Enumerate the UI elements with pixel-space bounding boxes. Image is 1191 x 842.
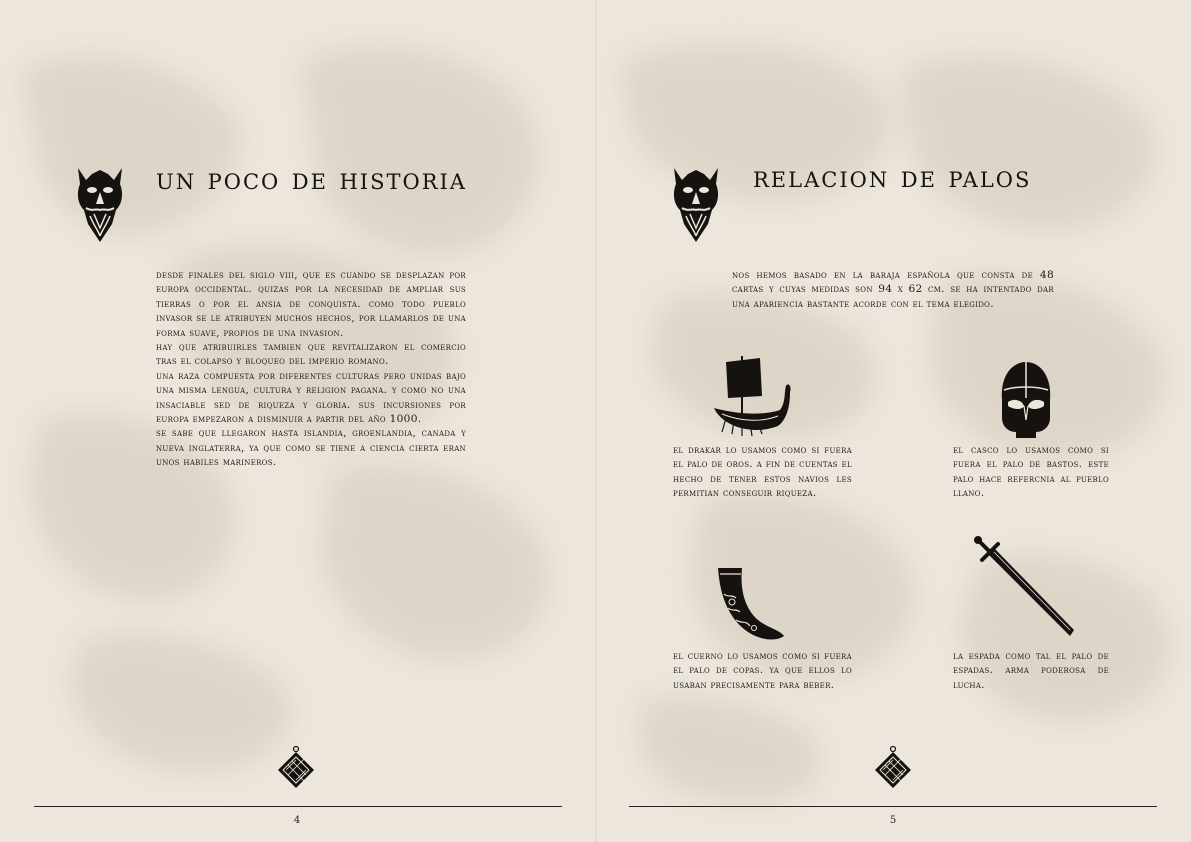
intro-text: nos hemos basado en la baraja española que consta de 48 cartas y cuyas medidas son 94 x 62 cm. se ha intentado dar una apariencia bastante acorde con el tema elegido. [732, 269, 1054, 310]
viking-mask-icon [72, 164, 128, 244]
paragraph: hay que atribuirles tambien que revitalizaron el comercio tras el colapso y bloqueo del imperio romano. [156, 341, 466, 368]
viking-helmet-icon [996, 358, 1056, 440]
suit-caption: el drakar lo usamos como si fuera el palo de oros. a fin de cuentas el hecho de tener estos navios les permitian conseguir riqueza. [673, 444, 852, 500]
suit-caption: la espada como tal el palo de espadas. arma poderosa de lucha. [953, 650, 1109, 691]
page-title: un poco de historia [156, 162, 467, 197]
page-number: 5 [889, 815, 897, 826]
diamond-knot-icon [276, 745, 316, 791]
paragraph: una raza compuesta por diferentes culturas pero unidas bajo una misma lengua, cultura y religion pagana. y como no una insaciable sed de riqueza y gloria. sus incursiones por europa empezaron a disminuir a partir del año 1000. [156, 369, 466, 426]
paragraph: se sabe que llegaron hasta islandia, groenlandia, canada y nueva inglaterra, ya que como se tiene a ciencia cierta eran unos habiles marineros. [156, 427, 466, 469]
viking-mask-icon [668, 164, 724, 244]
diamond-knot-icon [873, 745, 913, 791]
drinking-horn-icon [714, 564, 788, 642]
suit-caption: el casco lo usamos como si fuera el palo de bastos. este palo hace refercnia al pueblo llano. [953, 444, 1109, 500]
drakkar-ship-icon [712, 352, 796, 438]
page-number: 4 [293, 815, 301, 826]
left-page [0, 0, 595, 842]
suit-caption: el cuerno lo usamos como si fuera el palo de copas. ya que ellos lo usaban precisamente para beber. [673, 650, 852, 691]
sword-icon [970, 532, 1080, 642]
footer-rule [629, 806, 1157, 807]
footer-rule [34, 806, 562, 807]
right-page [596, 0, 1191, 842]
history-text [156, 268, 466, 470]
page-title: relacion de palos [753, 160, 1032, 195]
paragraph: desde finales del siglo viii, que es cuando se desplazan por europa occidental. quizas por la necesidad de ampliar sus tierras o por el ansia de conquista. como todo pueblo invasor se le atribuyen muchos hechos, por llamarlos de una forma suave, propios de una invasion. [156, 269, 466, 339]
